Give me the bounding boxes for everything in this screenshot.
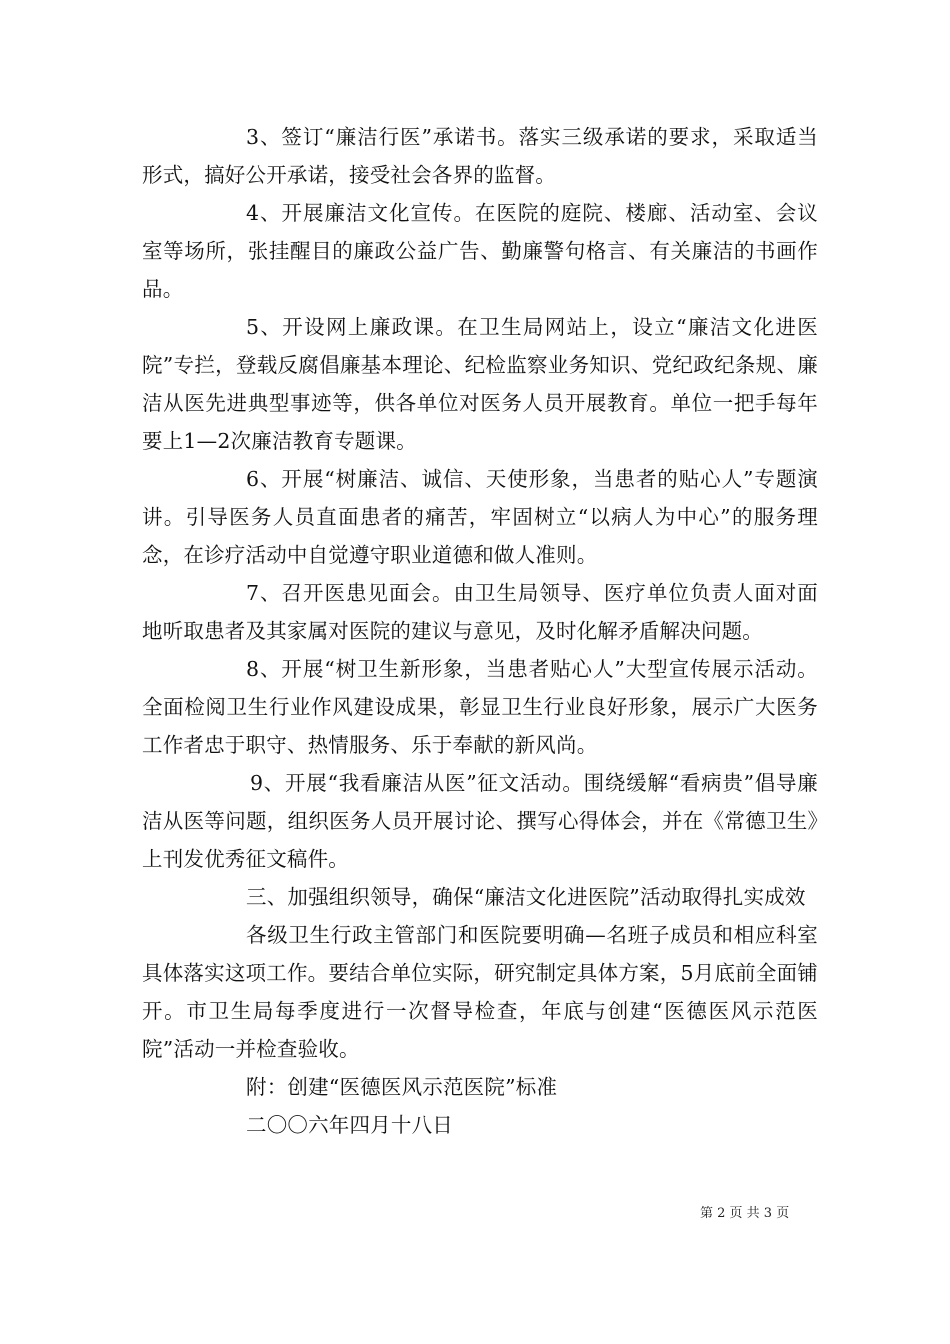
paragraph-item-9: 9、开展“我看廉洁从医”征文活动。围绕缓解“看病贵”倡导廉洁从医等问题，组织医务人员开展讨论、撰写心得体会，并在《常德卫生》上刊发优秀征文稿件。 (142, 771, 818, 871)
page-number-footer (700, 1206, 840, 1222)
paragraph-item-5: 5、开设网上廉政课。在卫生局网站上，设立“廉洁文化进医院”专拦，登载反腐倡廉基本理论、纪检监察业务知识、党纪政纪条规、廉洁从医先进典型事迹等，供各单位对医务人员开展教育。单位一把手每年要上1—2次廉洁教育专题课。 (142, 315, 818, 453)
page-number-label: 第 2 页 共 3 页 (700, 1206, 790, 1221)
paragraph-body: 各级卫生行政主管部门和医院要明确—名班子成员和相应科室具体落实这项工作。要结合单位实际，研究制定具体方案，5月底前全面铺开。市卫生局每季度进行一次督导检查，年底与创建“医德医风示范医院”活动一并检查验收。 (142, 923, 818, 1061)
document-date: 二〇〇六年四月十八日 (246, 1113, 453, 1137)
paragraph-item-8: 8、开展“树卫生新形象，当患者贴心人”大型宣传展示活动。全面检阅卫生行业作风建设成果，彰显卫生行业良好形象，展示广大医务工作者忠于职守、热情服务、乐于奉献的新风尚。 (142, 657, 818, 757)
paragraph-item-7: 7、召开医患见面会。由卫生局领导、医疗单位负责人面对面地听取患者及其家属对医院的建议与意见，及时化解矛盾解决问题。 (142, 581, 818, 643)
paragraph-item-4: 4、开展廉洁文化宣传。在医院的庭院、楼廊、活动室、会议室等场所，张挂醒目的廉政公益广告、勤廉警句格言、有关廉洁的书画作品。 (142, 201, 818, 301)
paragraph-item-3: 3、签订“廉洁行医”承诺书。落实三级承诺的要求，采取适当形式，搞好公开承诺，接受社会各界的监督。 (142, 125, 818, 187)
section-heading-3: 三、加强组织领导，确保“廉洁文化进医院”活动取得扎实成效 (246, 885, 806, 909)
paragraph-item-6: 6、开展“树廉洁、诚信、天使形象，当患者的贴心人”专题演讲。引导医务人员直面患者的痛苦，牢固树立“以病人为中心”的服务理念，在诊疗活动中自觉遵守职业道德和做人准则。 (142, 467, 818, 567)
attachment-note: 附：创建“医德医风示范医院”标准 (246, 1075, 558, 1099)
document-body (142, 118, 818, 1144)
